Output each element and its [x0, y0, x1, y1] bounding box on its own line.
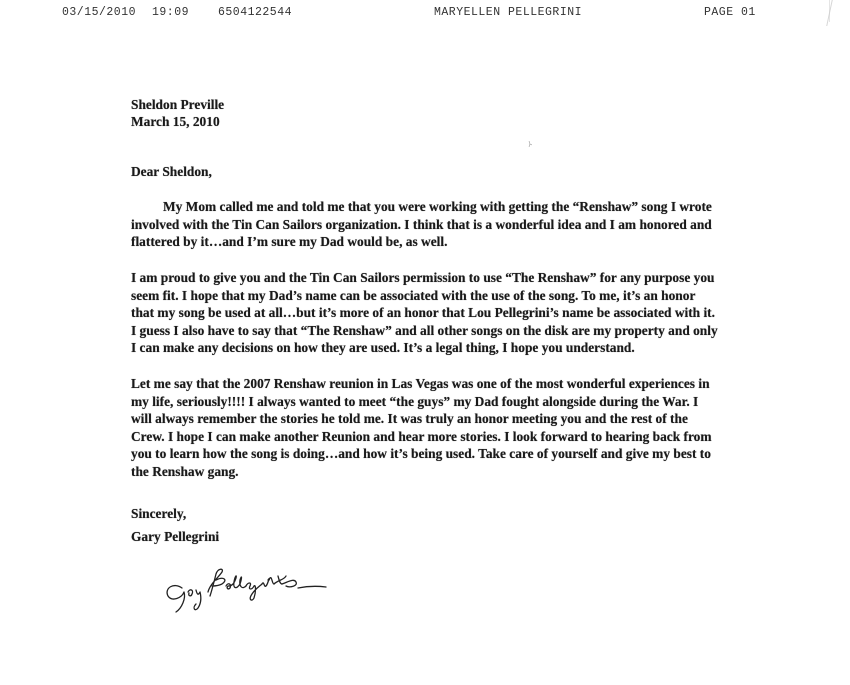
- letter-paragraph-1: My Mom called me and told me that you were working with getting the “Renshaw” song I wrote involved with the Tin Can Sailors organization. I think that is a wonderful idea and I am honored and flattered by it…and I’m sure my Dad would be, as well.: [131, 199, 712, 250]
- letter-sender: Sheldon Preville: [131, 97, 225, 112]
- letter-paragraph-3: Let me say that the 2007 Renshaw reunion in Las Vegas was one of the most wonderful experiences in my life, seriously!!!! I always wanted to meet “the guys” my Dad fought alongside during the War. I will always remember the stories he told me. It was truly an honor meeting you and the rest of the Crew. I hope I can make another Reunion and hear more stories. I look forward to hearing back from you to learn how the song is doing…and how it’s being used. Take care of yourself and give my best to the Renshaw gang.: [131, 376, 712, 479]
- letter-closing: Sincerely,: [131, 505, 187, 521]
- fax-time: 19:09: [152, 6, 190, 19]
- letter-salutation: Dear Sheldon,: [131, 163, 212, 179]
- handwritten-signature: [160, 558, 330, 618]
- letter-body: [131, 96, 721, 546]
- scan-edge-mark-secondary: [829, 0, 844, 22]
- fax-page-number: PAGE 01: [704, 6, 756, 19]
- fax-header: [0, 6, 850, 24]
- fax-sender-name: MARYELLEN PELLEGRINI: [434, 6, 583, 19]
- fax-date: 03/15/2010: [62, 6, 137, 19]
- fax-phone-number: 6504122544: [218, 6, 293, 19]
- letter-paragraph-2: I am proud to give you and the Tin Can Sailors permission to use “The Renshaw” for any purpose you seem fit. I hope that my Dad’s name can be associated with the use of the song. To me, it’s an honor that my song be used at all…but it’s more of an honor that Lou Pellegrini’s name be associated with it. I guess I also have to say that “The Renshaw” and all other songs on the disk are my property and only I can make any decisions on how they are used. It’s a legal thing, I hope you understand.: [131, 270, 718, 356]
- letter-closing-block: [131, 505, 721, 546]
- letter-date: March 15, 2010: [131, 114, 220, 130]
- letter-signer-name: Gary Pellegrini: [131, 529, 220, 545]
